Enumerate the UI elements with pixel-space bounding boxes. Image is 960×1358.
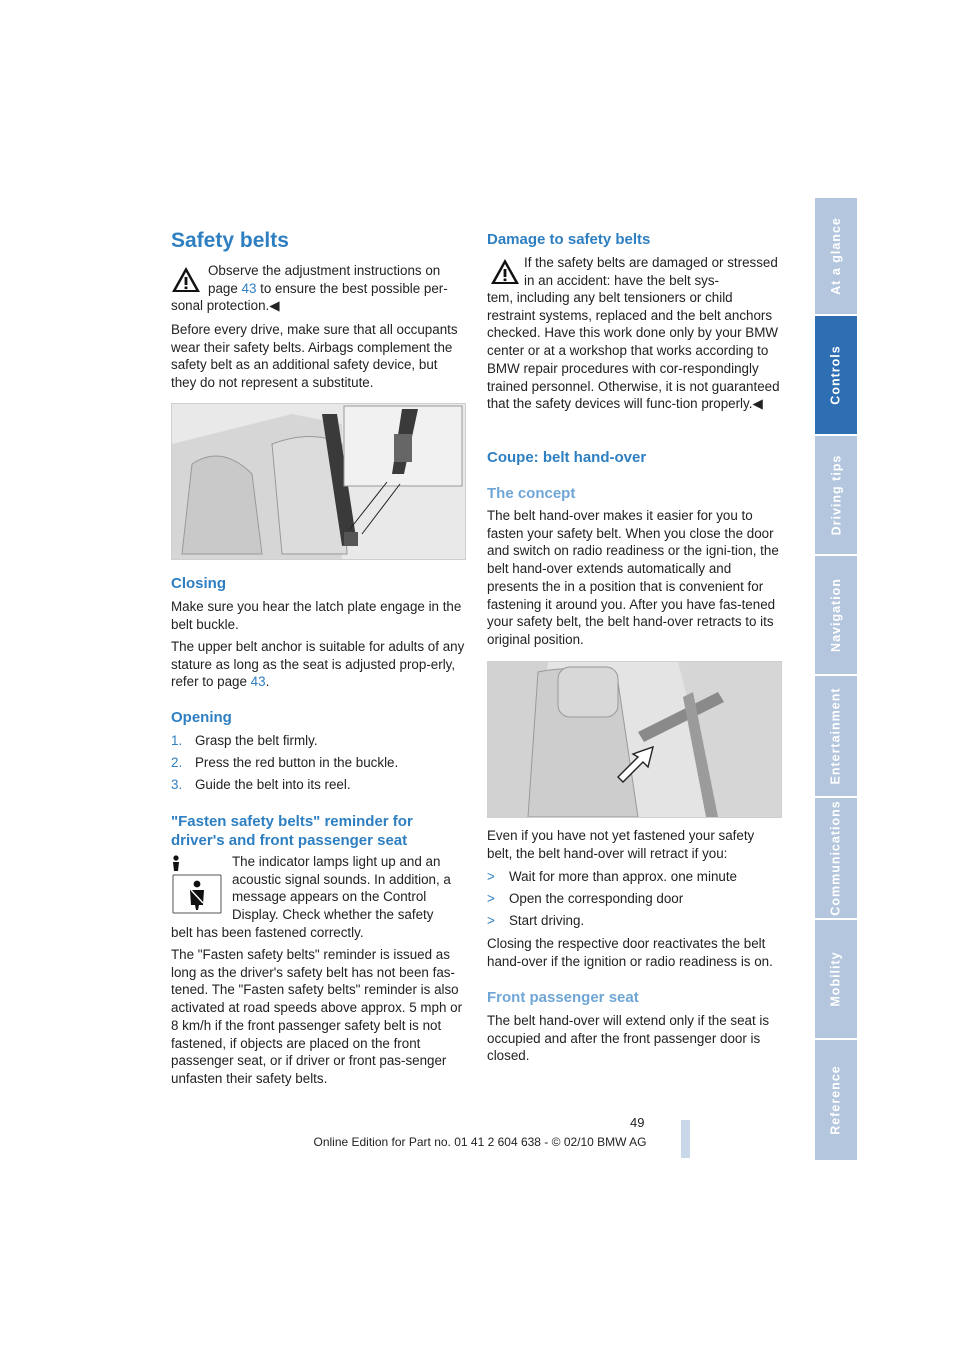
retract-intro: Even if you have not yet fastened your safety belt, the belt hand-over will retract if you: xyxy=(487,828,755,861)
page-link[interactable]: 43 xyxy=(241,280,257,296)
page-link[interactable]: 43 xyxy=(250,674,266,690)
tab-controls[interactable]: Controls xyxy=(815,316,857,436)
seat-belt-image xyxy=(171,403,466,560)
closing-door-text: Closing the respective door reactivates the belt hand-over if the ignition or radio readiness is on. xyxy=(487,936,773,969)
reminder-indicator-text: The indicator lamps light up and an acoustic signal sounds. In addition, a message appears on the Control Display. Check whether the safety xyxy=(232,854,451,923)
passenger-heading: Front passenger seat xyxy=(487,989,639,1006)
tab-at-a-glance[interactable]: At a glance xyxy=(815,198,857,316)
closing-text-2: The upper belt anchor is suitable for adults of any stature as long as the seat is adjusted prop-erly, refer to page 43. xyxy=(171,639,465,690)
page-title: Safety belts xyxy=(171,229,289,252)
warning-text-1: Observe the adjustment instructions on page 43 to ensure the best possible per- xyxy=(208,263,448,296)
reminder-paragraph: The "Fasten safety belts" reminder is issued as long as the driver's safety belt has not been fas-tened. The "Fasten safety belts" reminder is also activated at road speeds above approx. 5 mph or 8 km/h if the front passenger safety belt is not fastened, if objects are placed on the front passenger seat, or if driver or front pas-senger unfasten their safety belts. xyxy=(171,947,463,1086)
passenger-text: The belt hand-over will extend only if the seat is occupied and after the front passenger door is closed. xyxy=(487,1013,770,1064)
footer-edition: Online Edition for Part no. 01 41 2 604 638 - © 02/10 BMW AG xyxy=(313,1135,647,1149)
tab-entertainment[interactable]: Entertainment xyxy=(815,676,857,798)
opening-step: 1. Grasp the belt firmly. xyxy=(171,733,318,748)
tab-navigation[interactable]: Navigation xyxy=(815,556,857,676)
reminder-heading: "Fasten safety belts" reminder for driver's and front passenger seat xyxy=(171,813,413,849)
retract-bullet: > Open the corresponding door xyxy=(487,891,684,906)
seatbelt-indicator-icon xyxy=(171,853,223,915)
warning-icon xyxy=(490,258,520,285)
tab-communications[interactable]: Communications xyxy=(815,798,857,920)
tab-mobility[interactable]: Mobility xyxy=(815,920,857,1040)
tab-reference[interactable]: Reference xyxy=(815,1040,857,1160)
concept-heading: The concept xyxy=(487,485,576,502)
intro-paragraph: Before every drive, make sure that all occupants wear their safety belts. Airbags complement the safety belt as an additional safety device, but they do not represent a substitute. xyxy=(171,322,458,391)
damage-body: tem, including any belt tensioners or child restraint systems, replaced and the belt anchors checked. Have this work done only by your BMW center or at a workshop that works according to BMW repair procedures with cor-respondingly trained personnel. Otherwise, it is not guaranteed that the safety devices will func-tion properly.◀ xyxy=(487,290,780,412)
tab-driving-tips[interactable]: Driving tips xyxy=(815,436,857,556)
warning-icon xyxy=(171,266,201,293)
coupe-heading: Coupe: belt hand-over xyxy=(487,449,647,466)
damage-heading: Damage to safety belts xyxy=(487,231,651,248)
retract-bullet: > Wait for more than approx. one minute xyxy=(487,869,738,884)
warning-text-1-tail: sonal protection.◀ xyxy=(171,298,280,313)
belt-handover-image xyxy=(487,661,782,818)
concept-text: The belt hand-over makes it easier for you to fasten your safety belt. When you close the door and switch on radio readiness or the igni-tion, the belt hand-over extends automatically and presents the in a position that is convenient for fastening it around you. After you have fas-tened your safety belt, the belt hand-over retracts to its original position. xyxy=(487,508,779,647)
page-number: 49 xyxy=(630,1115,645,1130)
closing-text-1: Make sure you hear the latch plate engage in the belt buckle. xyxy=(171,599,462,632)
opening-heading: Opening xyxy=(171,709,232,726)
damage-lead: If the safety belts are damaged or stressed in an accident: have the belt sys- xyxy=(524,255,778,288)
closing-heading: Closing xyxy=(171,575,226,592)
retract-bullet: > Start driving. xyxy=(487,913,585,928)
opening-step: 3. Guide the belt into its reel. xyxy=(171,777,351,792)
opening-step: 2. Press the red button in the buckle. xyxy=(171,755,399,770)
reminder-indicator-tail: belt has been fastened correctly. xyxy=(171,925,364,940)
